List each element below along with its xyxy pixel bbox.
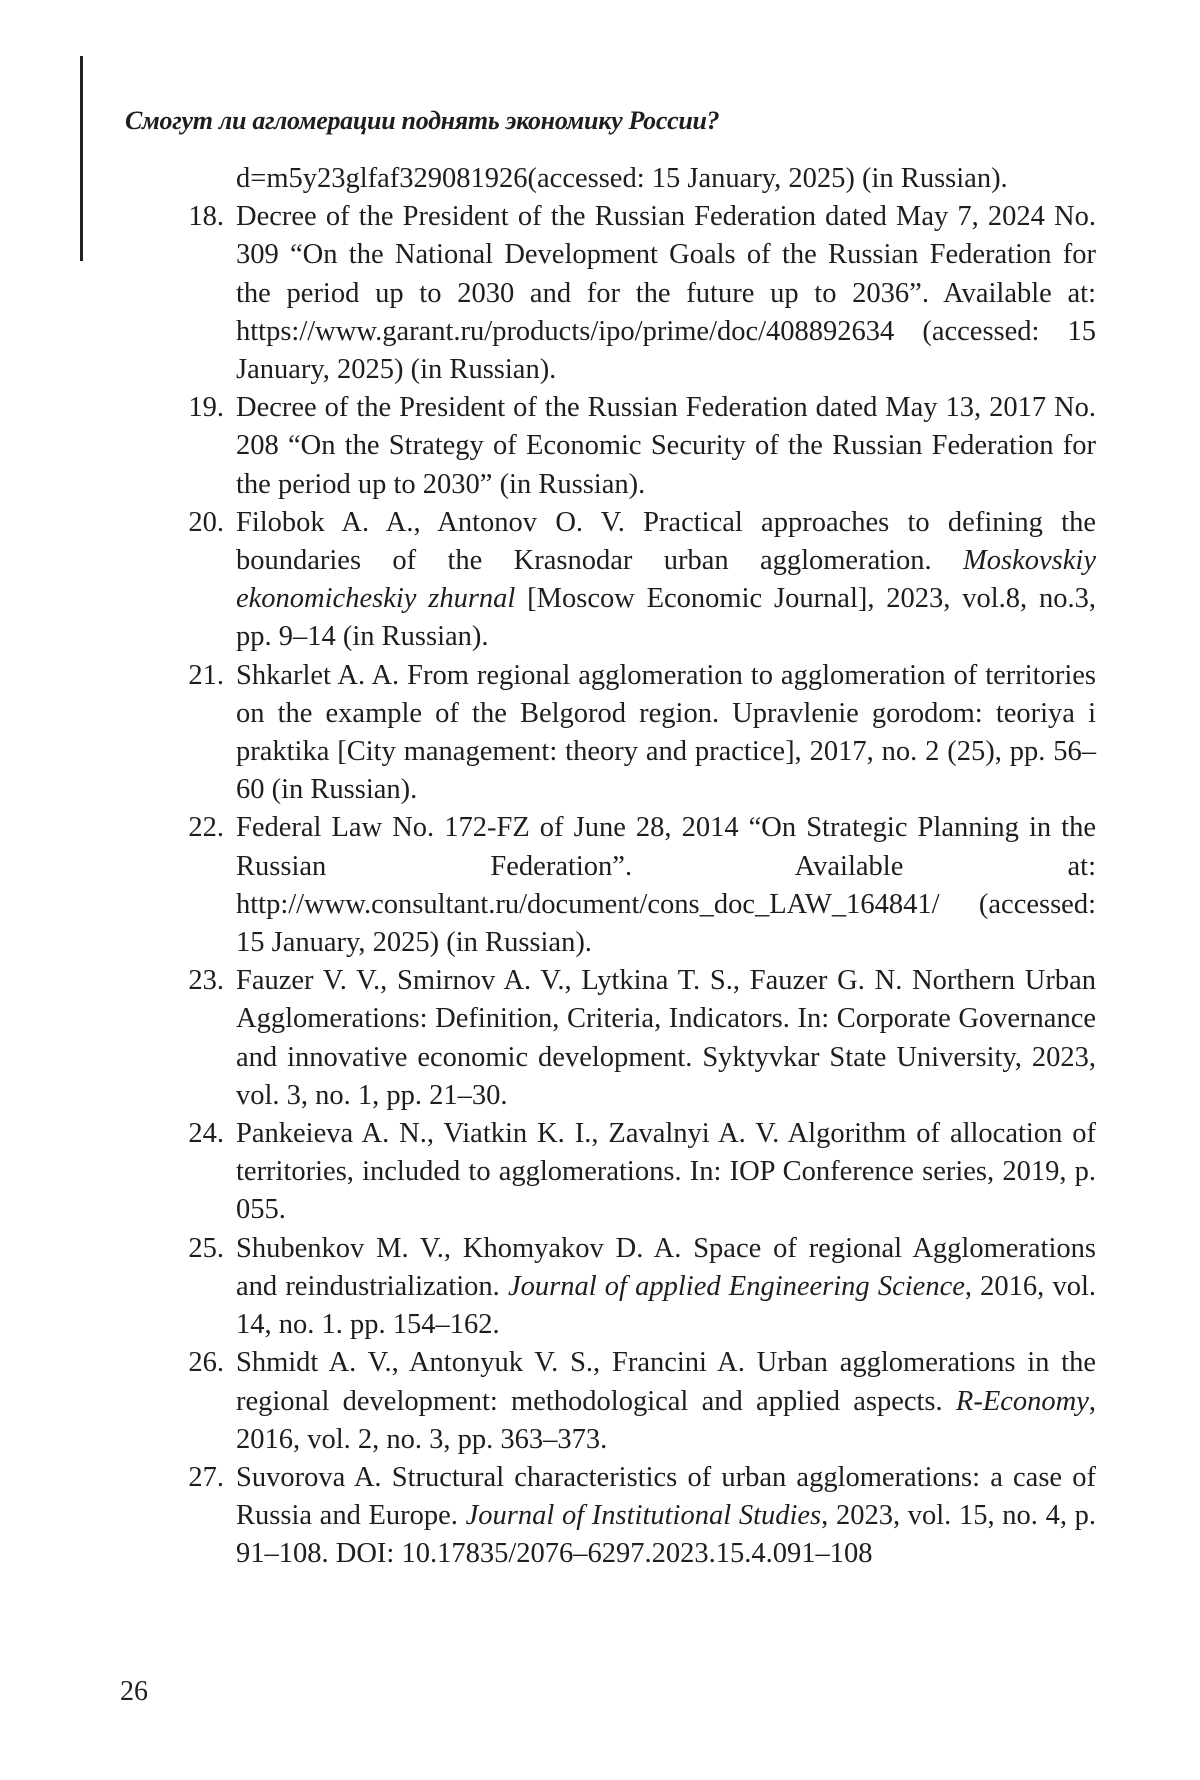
journal-title: Journal of applied Engineering Science xyxy=(508,1271,965,1302)
reference-item-23 xyxy=(180,962,1096,1115)
reference-item-20 xyxy=(180,504,1096,657)
margin-rule xyxy=(80,56,83,261)
reference-number: 25. xyxy=(180,1230,224,1268)
reference-number: 24. xyxy=(180,1115,224,1153)
reference-number: 20. xyxy=(180,504,224,542)
reference-authors-title: Suvorova A. Structural characteristics of urban agglomerations: a case of Russia and Europe. xyxy=(236,1462,1096,1531)
reference-details: [Moscow Economic Journal], 2023, vol.8, no.3, pp. 9–14 (in Russian). xyxy=(236,583,1096,652)
reference-number: 26. xyxy=(180,1344,224,1382)
reference-item-27 xyxy=(180,1459,1096,1574)
page-number: 26 xyxy=(120,1676,148,1708)
reference-number: 21. xyxy=(180,657,224,695)
reference-authors-title: Shubenkov M. V., Khomyakov D. A. Space of regional Agglomerations and reindustrialization. xyxy=(236,1233,1096,1302)
reference-text: Decree of the President of the Russian Federation dated May 13, 2017 No. 208 “On the Strategy of Economic Security of the Russian Federation for the period up to 2030” (in Russian). xyxy=(236,389,1096,504)
reference-item-19 xyxy=(180,389,1096,504)
reference-details: , 2016, vol. 14, no. 1. pp. 154–162. xyxy=(236,1271,1096,1340)
reference-text xyxy=(236,1230,1096,1345)
reference-item-24 xyxy=(180,1115,1096,1230)
reference-authors-title: Shmidt A. V., Antonyuk V. S., Francini A. Urban agglomerations in the regional development: methodological and applied aspects. xyxy=(236,1347,1096,1416)
reference-item-21 xyxy=(180,657,1096,810)
reference-details: , 2023, vol. 15, no. 4, p. 91–108. DOI: 10.17835/2076–6297.2023.15.4.091–108 xyxy=(236,1500,1096,1569)
journal-title: Journal of Institutional Studies xyxy=(466,1500,822,1531)
journal-title: R-Economy xyxy=(956,1386,1089,1417)
reference-number: 19. xyxy=(180,389,224,427)
reference-number: 27. xyxy=(180,1459,224,1497)
reference-text: Federal Law No. 172-FZ of June 28, 2014 “On Strategic Planning in the Russian Federation”. Available at: http://www.consultant.ru/document/cons_doc_LAW_164841/ (accessed: 15 January, 2025) (in Russian). xyxy=(236,809,1096,962)
reference-text xyxy=(236,504,1096,657)
reference-text: Shkarlet A. A. From regional agglomeration to agglomeration of territories on the example of the Belgorod region. Upravlenie gorodom: teoriya i praktika [City management: theory and practice], 2017, no. 2 (25), pp. 56–60 (in Russian). xyxy=(236,657,1096,810)
running-header: Смогут ли агломерации поднять экономику России? xyxy=(125,106,719,136)
reference-list xyxy=(180,160,1096,1574)
reference-details: , 2016, vol. 2, no. 3, pp. 363–373. xyxy=(236,1386,1096,1455)
reference-text: Pankeieva A. N., Viatkin K. I., Zavalnyi A. V. Algorithm of allocation of territories, included to agglomerations. In: IOP Conference series, 2019, p. 055. xyxy=(236,1115,1096,1230)
reference-text: Decree of the President of the Russian Federation dated May 7, 2024 No. 309 “On the National Development Goals of the Russian Federation for the period up to 2030 and for the future up to 2036”. Available at: https://www.garant.ru/products/ipo/prime/doc/408892634 (accessed: 15 January, 2025) (in Russian). xyxy=(236,198,1096,389)
reference-continuation: d=m5y23glfaf329081926(accessed: 15 January, 2025) (in Russian). xyxy=(180,160,1096,198)
reference-number: 22. xyxy=(180,809,224,847)
reference-text xyxy=(236,1344,1096,1459)
journal-title: Moskovskiy ekonomicheskiy zhurnal xyxy=(236,545,1096,614)
reference-number: 23. xyxy=(180,962,224,1000)
reference-item-18 xyxy=(180,198,1096,389)
reference-number: 18. xyxy=(180,198,224,236)
reference-item-22 xyxy=(180,809,1096,962)
reference-text: Fauzer V. V., Smirnov A. V., Lytkina T. S., Fauzer G. N. Northern Urban Agglomerations: Definition, Criteria, Indicators. In: Corporate Governance and innovative economic development. Syktyvkar State University, 2023, vol. 3, no. 1, pp. 21–30. xyxy=(236,962,1096,1115)
reference-item-25 xyxy=(180,1230,1096,1345)
reference-item-26 xyxy=(180,1344,1096,1459)
reference-authors-title: Filobok A. A., Antonov O. V. Practical approaches to defining the boundaries of the Krasnodar urban agglomeration. xyxy=(236,507,1096,576)
reference-text xyxy=(236,1459,1096,1574)
